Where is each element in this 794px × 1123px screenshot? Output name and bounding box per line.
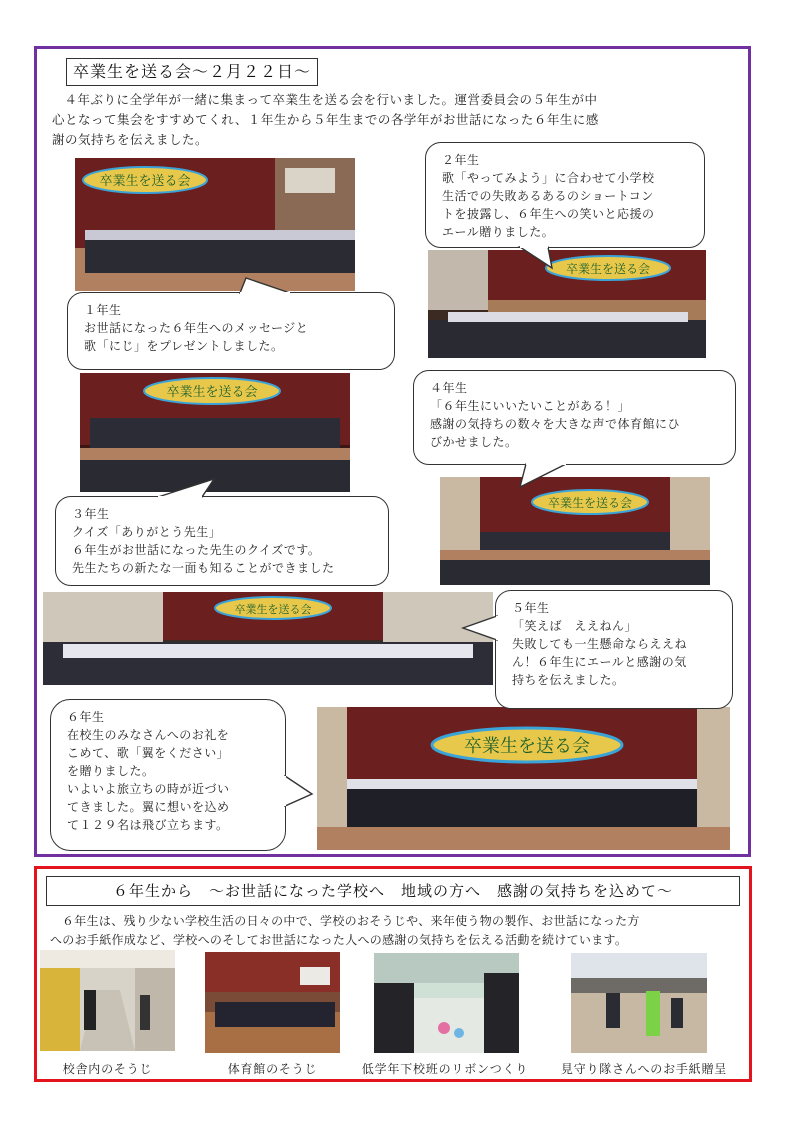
bubble-grade1-tail bbox=[240, 278, 300, 294]
photo-ribbon-making bbox=[374, 953, 519, 1053]
bubble-grade1 bbox=[67, 292, 395, 370]
bubble-grade5-line: ５年生 bbox=[512, 601, 550, 615]
bubble-grade1-line: １年生 bbox=[84, 303, 122, 317]
stage-banner-text: 卒業生を送る会 bbox=[234, 603, 312, 616]
bubble-grade2-line: 生活での失敗あるあるのショートコン bbox=[442, 189, 654, 203]
bubble-grade3-line: クイズ「ありがとう先生」 bbox=[72, 525, 222, 539]
intro-line: ４年ぶりに全学年が一緒に集まって卒業生を送る会を行いました。運営委員会の５年生が中 bbox=[64, 92, 598, 107]
bubble-grade3-line: ３年生 bbox=[72, 507, 110, 521]
stage-banner-text: 卒業生を送る会 bbox=[99, 174, 191, 189]
bubble-grade6-line: ６年生 bbox=[67, 710, 105, 724]
bubble-grade6-line: てきました。翼に想いを込め bbox=[67, 800, 230, 814]
bubble-grade2-line: 歌「やってみよう」に合わせて小学校 bbox=[442, 171, 655, 185]
bubble-grade2-tail bbox=[518, 246, 558, 270]
bubble-grade3-tail bbox=[158, 478, 216, 498]
bubble-grade5-line: ん！６年生にエールと感謝の気 bbox=[512, 655, 687, 669]
photo-grade6-stage bbox=[317, 707, 730, 850]
bubble-grade4-tail bbox=[520, 463, 570, 489]
activities-intro bbox=[50, 912, 750, 950]
bubble-grade1-line: お世話になった６年生へのメッセージと bbox=[84, 321, 309, 335]
photo-hallway-cleaning bbox=[40, 950, 175, 1051]
bubble-grade4-line: ４年生 bbox=[430, 381, 468, 395]
bubble-grade6-line: 在校生のみなさんへのお礼を bbox=[67, 728, 230, 742]
intro-line: 心となって集会をすすめてくれ、１年生から５年生までの各学年がお世話になった６年生に感 bbox=[52, 112, 599, 127]
event-title: 卒業生を送る会～２月２２日～ bbox=[66, 58, 318, 86]
stage-banner-text: 卒業生を送る会 bbox=[464, 736, 590, 757]
photo-letter-presentation bbox=[571, 953, 707, 1053]
activities-intro-line: ６年生は、残り少ない学校生活の日々の中で、学校のおそうじや、来年使う物の製作、お世話になった方 bbox=[62, 914, 640, 928]
bubble-grade5-line: 失敗しても一生懸命ならええね bbox=[512, 637, 688, 651]
bubble-grade1-line: 歌「にじ」をプレゼントしました。 bbox=[84, 339, 284, 353]
bubble-grade6-line: こめて、歌「翼をください」 bbox=[67, 746, 230, 760]
photo-grade5-stage bbox=[43, 592, 493, 685]
bubble-grade3-line: ６年生がお世話になった先生のクイズです。 bbox=[72, 543, 321, 557]
bubble-grade3 bbox=[55, 496, 389, 586]
bubble-grade3-line: 先生たちの新たな一面も知ることができました bbox=[72, 561, 335, 575]
photo-grade4-stage bbox=[440, 477, 710, 585]
stage-banner-text: 卒業生を送る会 bbox=[166, 385, 258, 400]
bubble-grade4 bbox=[413, 370, 736, 465]
bubble-grade4-line: びかせました。 bbox=[430, 435, 518, 449]
bubble-grade2-line: ２年生 bbox=[442, 153, 480, 167]
caption-ribbon-making: 低学年下校班のリボンつくり bbox=[361, 1062, 529, 1076]
bubble-grade6-line: て１２９名は飛び立ちます。 bbox=[67, 818, 229, 832]
photo-gym-cleaning bbox=[205, 952, 340, 1053]
caption-letter-presentation: 見守り隊さんへのお手紙贈呈 bbox=[560, 1062, 728, 1076]
bubble-grade5-line: 持ちを伝えました。 bbox=[512, 673, 625, 687]
bubble-grade4-line: 「６年生にいいたいことがある！」 bbox=[430, 399, 631, 413]
bubble-grade5 bbox=[495, 590, 733, 709]
stage-banner-text: 卒業生を送る会 bbox=[547, 496, 633, 510]
bubble-grade2-line: エール贈りました。 bbox=[442, 225, 555, 239]
bubble-grade5-line: 「笑えば ええねん」 bbox=[512, 619, 638, 633]
caption-hallway-cleaning: 校舎内のそうじ bbox=[62, 1062, 153, 1076]
activities-intro-line: へのお手紙作成など、学校へのそしてお世話になった人への感謝の気持ちを伝える活動を続けています。 bbox=[50, 933, 628, 947]
bubble-grade6-line: いよいよ旅立ちの時が近づい bbox=[67, 782, 230, 796]
bubble-grade5-tail bbox=[462, 614, 498, 644]
photo-grade2-stage bbox=[428, 250, 706, 358]
event-intro bbox=[52, 90, 742, 150]
bubble-grade6-tail bbox=[284, 774, 314, 808]
bubble-grade6 bbox=[50, 699, 286, 851]
bubble-grade2 bbox=[425, 142, 705, 248]
intro-line: 謝の気持ちを伝えました。 bbox=[52, 132, 209, 147]
photo-grade3-stage bbox=[80, 373, 350, 492]
bubble-grade2-line: トを披露し、６年生への笑いと応援の bbox=[442, 207, 655, 221]
stage-banner-text: 卒業生を送る会 bbox=[565, 262, 651, 276]
activities-title: ６年生から ～お世話になった学校へ 地域の方へ 感謝の気持ちを込めて～ bbox=[46, 876, 740, 906]
photo-grade1-stage bbox=[75, 158, 355, 291]
caption-gym-cleaning: 体育館のそうじ bbox=[227, 1062, 318, 1076]
bubble-grade4-line: 感謝の気持ちの数々を大きな声で体育館にひ bbox=[430, 417, 681, 431]
bubble-grade6-line: を贈りました。 bbox=[67, 764, 155, 778]
